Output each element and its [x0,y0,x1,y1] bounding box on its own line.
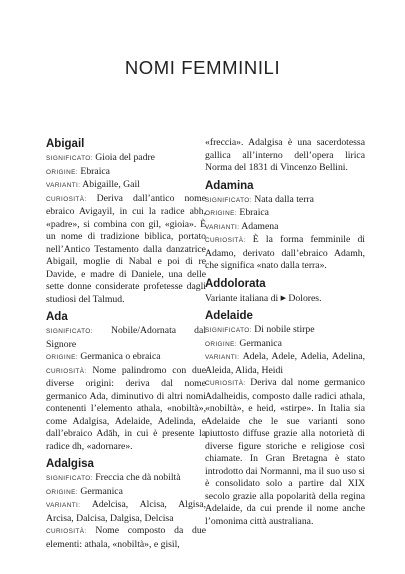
left-column [46,137,206,555]
significato-label: SIGNIFICATO : [205,327,252,334]
origine-label: ORIGINE : [46,169,78,176]
variant-text: Variante italiana di [205,292,279,304]
significato-value: Nobile/Adornata dal Signore [46,325,207,350]
varianti-value: Adelcisa, Alcisa, Algisa, Arcisa, Dalcisa, Dalgisa, Delcisa [46,499,206,524]
significato-row [46,472,206,486]
entry-adalgisa-continued [205,137,365,175]
origine-row [205,207,365,221]
origine-row [46,166,206,180]
origine-value: Germanica [239,337,282,349]
curiosita-value: È la forma femminile di Adamo, derivato dall’ebraico Adamh, che significa «nato dalla terra». [205,234,365,271]
varianti-value: Adamena [241,220,279,232]
significato-value: Gioia del padre [95,152,155,163]
curiosita-value: Deriva dal nome germanico Adalheidis, composto dalle radici athala, «nobiltà», e heid, «stirpe». In Italia sia Adelaide che le sue varianti sono piuttosto diffuse grazie alla notorietà di diverse figure storiche e religiose così chiamate. In Gran Bretagna è stato introdotto dai Normanni, ma il suo uso si è consolidato solo a partire dal XIX secolo grazie alla popolarità della regina Adelaide, da cui prende il nome anche l’omonima città australiana. [205,377,365,527]
varianti-value: Abigaille, Gail [82,179,140,190]
varianti-label: VARIANTI : [46,182,80,189]
significato-value: Freccia che dà nobiltà [95,472,181,483]
varianti-value: Adela, Adele, Adelia, Adelina, Aleida, Alida, Heidi [205,351,365,376]
right-column [205,137,365,532]
significato-row [46,325,206,351]
variant-note [205,292,365,306]
entry-name: Addolorata [205,277,266,290]
entry-name: Abigail [46,138,85,150]
origine-value: Germanica o ebraica [80,351,161,362]
curiosita-row [46,193,206,307]
origine-value: Ebraica [239,207,269,218]
curiosita-row [205,377,365,528]
curiosita-value: Deriva dall’antico nome ebraico Avigayil, in cui la radice abh, «padre», si combina con gil, «gioia». È un nome di tradizione biblica, portato nell’Antico Testamento dalla danzatrice Abigail, moglie di Nabal e poi di re Davide, e madre di Daniele, una delle sette donne considerate profetesse dagli studiosi del Talmud. [46,192,206,305]
entry-abigail [46,137,206,306]
varianti-row [205,351,365,377]
curiosita-label: CURIOSITÀ : [46,528,87,535]
curiosita-label: CURIOSITÀ : [46,368,87,375]
triangle-right-icon: ▶ [280,293,286,302]
varianti-row [46,499,206,525]
origine-label: ORIGINE : [205,341,237,348]
varianti-label: VARIANTI : [46,502,80,509]
curiosita-label: CURIOSITÀ : [205,380,246,387]
significato-value: Di nobile stirpe [254,324,315,335]
significato-label: SIGNIFICATO : [205,197,252,204]
page-title: NOMI FEMMINILI [124,57,281,78]
origine-label: ORIGINE : [205,210,237,217]
origine-value: Germanica [80,485,123,497]
significato-label: SIGNIFICATO : [46,328,93,335]
entry-adamina [205,179,365,273]
entry-name: Adelaide [205,310,253,322]
entry-name: Adalgisa [46,458,94,470]
entry-ada [46,310,206,453]
curiosita-row [46,365,206,454]
curiosita-value: Nome palindromo con due diverse origini: deriva dal nome germanico Ada, diminutivo di altri nomi contenenti l’elemento athala, «nobiltà», come Adalgisa, Adelaide, Adelinda, e dall’ebraico Adāh, in cui è presente la radice dh, «adornare». [46,364,207,452]
entry-adalgisa [46,457,206,551]
significato-row [46,152,206,166]
significato-value: Nata dalla terra [254,193,314,205]
entry-name: Adamina [205,179,254,192]
varianti-row [46,179,206,193]
origine-row [46,486,206,500]
cross-reference-link[interactable]: Dolores. [288,292,322,304]
entry-addolorata [205,277,365,306]
origine-row [205,338,365,352]
origine-row [46,351,206,365]
significato-label: SIGNIFICATO : [46,475,93,482]
origine-value: Ebraica [80,165,110,177]
curiosita-label: CURIOSITÀ : [46,196,87,203]
curiosita-row [46,525,206,551]
curiosita-row [205,234,365,273]
origine-label: ORIGINE : [46,354,78,361]
entry-name: Ada [46,311,68,323]
curiosita-label: CURIOSITÀ : [205,237,246,244]
significato-row [205,194,365,208]
entry-adelaide [205,309,365,528]
varianti-label: VARIANTI : [205,354,239,361]
significato-row [205,324,365,338]
varianti-row [205,221,365,235]
significato-label: SIGNIFICATO : [46,155,93,162]
continued-text: «freccia». Adalgisa è una sacerdotessa gallica all’interno dell’opera lirica Norma del 1831 di Vincenzo Bellini. [205,137,365,173]
origine-label: ORIGINE : [46,489,78,496]
varianti-label: VARIANTI : [205,224,239,231]
curiosita-value: Nome composto da due elementi: athala, «nobiltà», e gisil, [46,525,206,550]
